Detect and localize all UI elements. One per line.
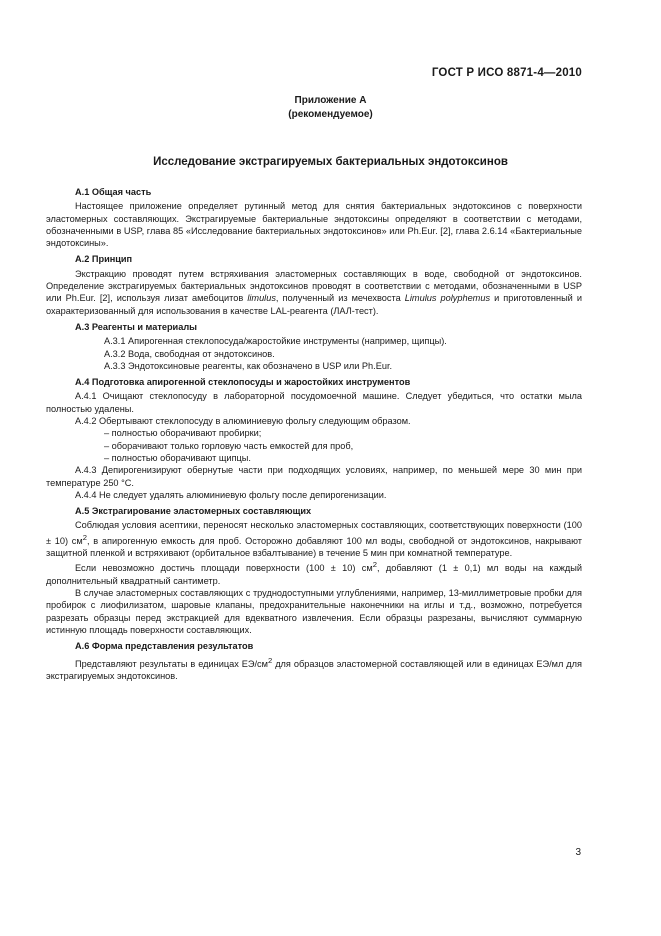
paragraph: Представляют результаты в единицах $ЕЭ/см^2$ для образцов эластомерной составляющей или в единицах ЕЭ/мл для экстрагируемых эндотоксинов. (46, 655, 582, 681)
document-body (46, 182, 582, 682)
paragraph: Экстракцию проводят путем встряхивания эластомерных составляющих в воде, свободной от эндотоксинов. Определение экстрагируемых бактериальных эндотоксинов проводят в соответствии с методами, обозначенными в USP или Ph.Eur. [2], используя лизат амебоцитов limulus, полученный из мечехвоста Limulus polyphemus и приготовленный и охарактеризованный для использования в качестве LAL-реагента (ЛАЛ-тест). (46, 268, 582, 316)
list-item: – полностью оборачивают пробирки; (104, 428, 262, 439)
list-item: А.3.1 Апирогенная стеклопосуда/жаростойкие инструменты (например, щипцы). (104, 336, 447, 347)
list-item: А.3.2 Вода, свободная от эндотоксинов. (104, 348, 275, 359)
section-heading-a6: А.6 Форма представления результатов (75, 641, 254, 652)
page-number: 3 (575, 847, 581, 858)
annex-title: Приложение А (294, 95, 367, 106)
list-item: – оборачивают только горловую часть емкостей для проб, (104, 440, 354, 451)
italic-term: limulus (247, 293, 276, 304)
list-item: – полностью оборачивают щипцы. (104, 452, 251, 463)
annex-subtitle: (рекомендуемое) (288, 109, 373, 120)
paragraph: А.4.2 Обертывают стеклопосуду в алюминиевую фольгу следующим образом. (75, 416, 411, 427)
section-heading-a3: А.3 Реагенты и материалы (75, 321, 197, 332)
document-code: ГОСТ Р ИСО 8871-4—2010 (431, 67, 582, 79)
paragraph: А.4.4 Не следует удалять алюминиевую фольгу после депирогенизации. (75, 489, 387, 500)
list-item: А.3.3 Эндотоксиновые реагенты, как обозначено в USP или Ph.Eur. (104, 360, 393, 371)
paragraph: В случае эластомерных составляющих с труднодоступными углублениями, например, 13-миллиметровые пробки для пробирок с лиофилизатом, шаровые клапаны, предохранительные наконечники на иглы и т.д., возможно, потребуется разрезать образцы перед экстракцией для вдекватного извлечения. Если образцы разрезаны, вычисляют суммарную истинную площадь поверхности составляющих. (46, 588, 582, 635)
section-heading-a1: А.1 Общая часть (75, 187, 152, 197)
section-heading-a4: А.4 Подготовка апирогенной стеклопосуды и жаростойких инструментов (75, 377, 411, 388)
annex-heading (0, 94, 661, 122)
paragraph: А.4.3 Депирогенизируют обернутые части при подходящих условиях, например, по меньшей мере 30 мин при температуре 250 °С. (46, 465, 582, 488)
paragraph: Соблюдая условия асептики, переносят несколько эластомерных составляющих, соответствующих поверхности (100 ± 10) $см^2$, в апирогенную емкость для проб. Осторожно добавляют 100 мл воды, свободной от эндотоксинов, накрывают защитной пленкой и встряхивают (орбитальное взбалтывание) в течение 5 мин при комнатной температуре. (46, 520, 582, 559)
paragraph: Если невозможно достичь площади поверхности (100 ± 10) $см^2$, добавляют (1 ± 0,1) мл воды на каждый дополнительный квадратный сантиметр. (46, 560, 582, 586)
italic-term: Limulus polyphemus (404, 293, 491, 304)
document-title: Исследование экстрагируемых бактериальных эндотоксинов (153, 156, 508, 168)
section-heading-a2: А.2 Принцип (75, 254, 133, 265)
section-heading-a5: А.5 Экстрагирование эластомерных составляющих (75, 506, 312, 517)
paragraph: Настоящее приложение определяет рутинный метод для снятия бактериальных эндотоксинов с поверхности эластомерных составляющих. Экстрагируемые бактериальные эндотоксины определяют в соответствии с методами, обозначенными в USP, глава 85 «Исследование бактериальных эндотоксинов» или Ph.Eur. [2], глава 2.6.14 «Бактериальные эндотоксины». (46, 201, 582, 249)
paragraph: А.4.1 Очищают стеклопосуду в лабораторной посудомоечной машине. Следует убедиться, что остатки мыла полностью удалены. (46, 391, 582, 414)
